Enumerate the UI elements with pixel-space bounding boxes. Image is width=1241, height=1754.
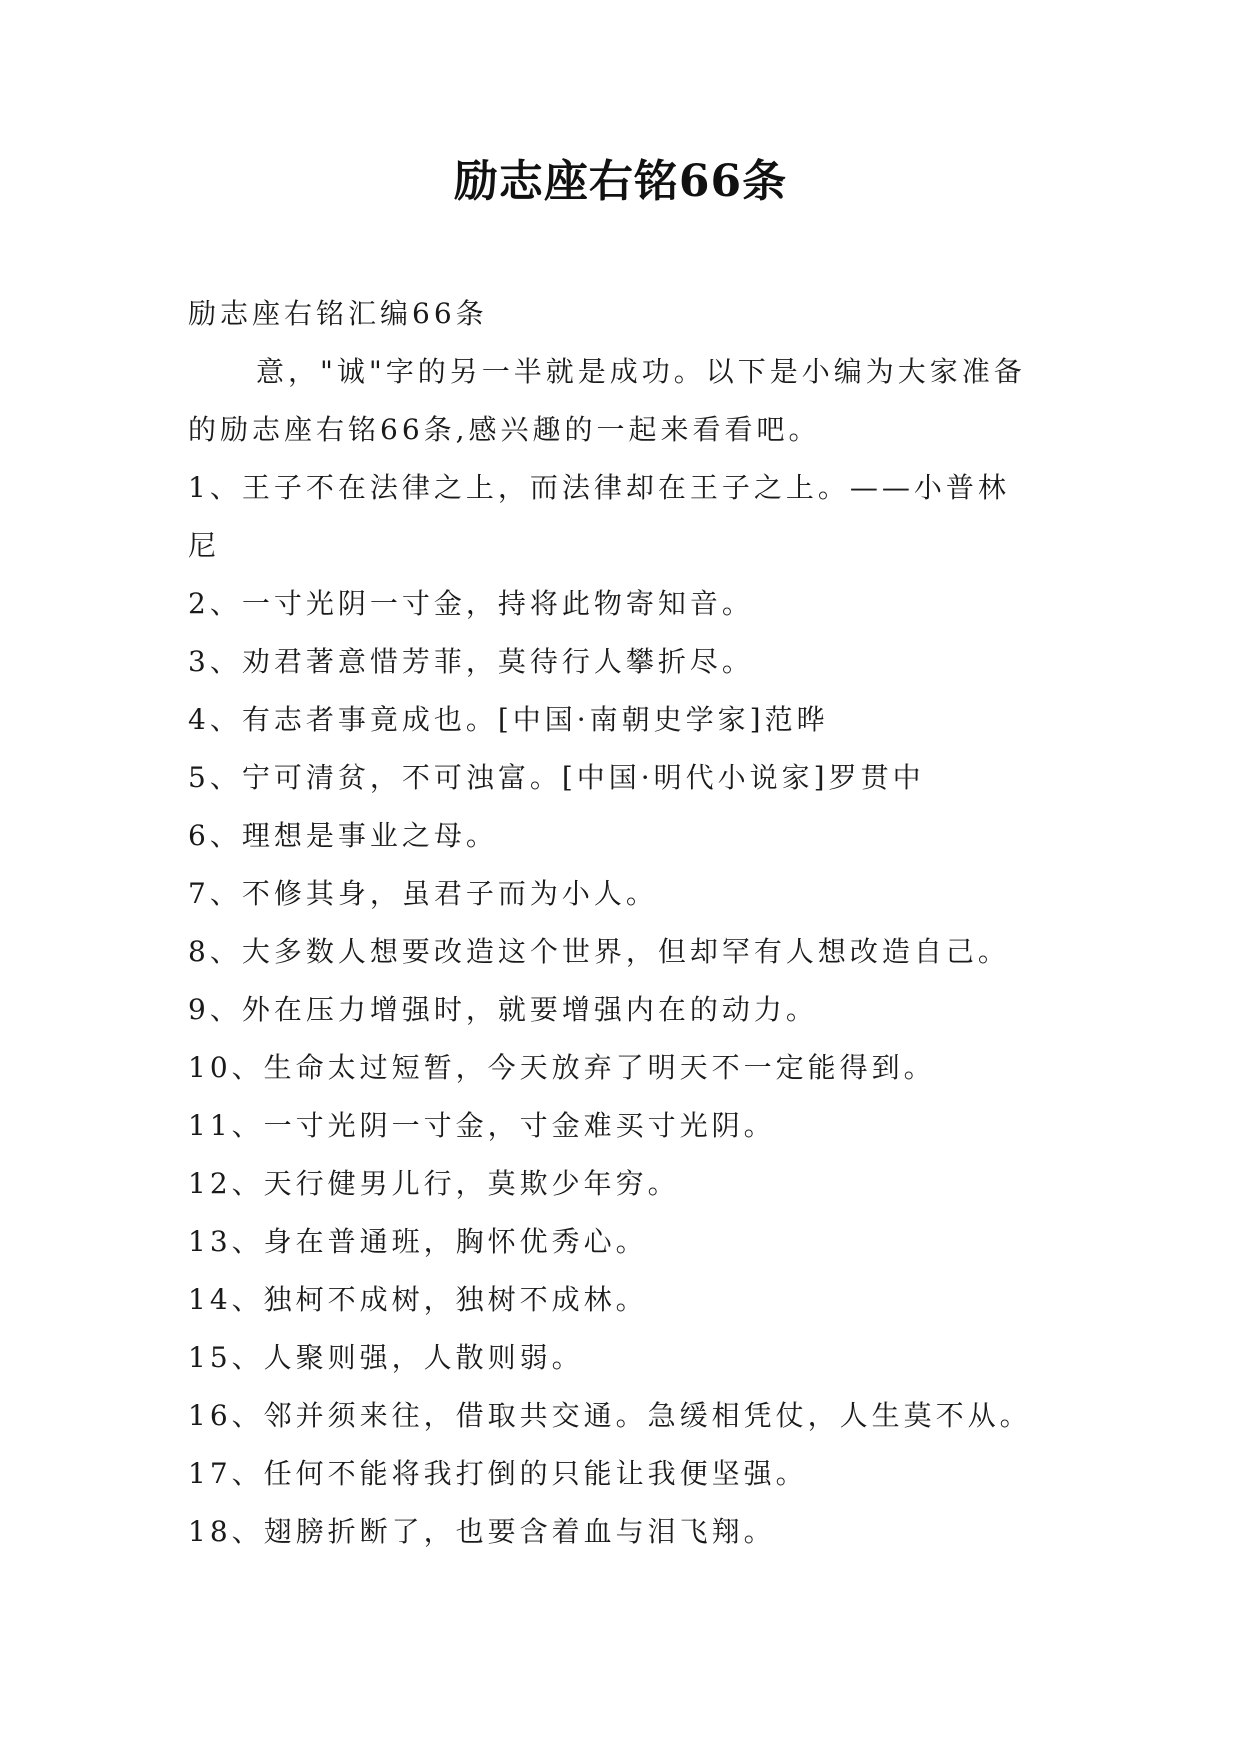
intro-line-2: 的励志座右铭66条,感兴趣的一起来看看吧。 (188, 413, 821, 446)
list-item: 3、劝君著意惜芳菲，莫待行人攀折尽。 (188, 645, 754, 678)
list-item: 14、独柯不成树，独树不成林。 (188, 1283, 648, 1316)
list-item: 10、生命太过短暂，今天放弃了明天不一定能得到。 (188, 1051, 936, 1084)
list-item: 9、外在压力增强时，就要增强内在的动力。 (188, 993, 818, 1026)
list-item: 13、身在普通班，胸怀优秀心。 (188, 1225, 648, 1258)
list-item: 1、王子不在法律之上，而法律却在王子之上。——小普林 (188, 471, 1010, 504)
list-item: 6、理想是事业之母。 (188, 819, 498, 852)
list-item: 18、翅膀折断了，也要含着血与泪飞翔。 (188, 1515, 776, 1548)
list-item: 4、有志者事竟成也。[中国·南朝史学家]范晔 (188, 703, 829, 736)
intro-line-1: 意，"诚"字的另一半就是成功。以下是小编为大家准备 (256, 355, 1026, 388)
list-item: 16、邻并须来往，借取共交通。急缓相凭仗，人生莫不从。 (188, 1399, 1032, 1432)
list-item: 2、一寸光阴一寸金，持将此物寄知音。 (188, 587, 754, 620)
list-item: 5、宁可清贫，不可浊富。[中国·明代小说家]罗贯中 (188, 761, 925, 794)
document-body (188, 285, 1068, 1561)
list-item: 11、一寸光阴一寸金，寸金难买寸光阴。 (188, 1109, 776, 1142)
list-item: 7、不修其身，虽君子而为小人。 (188, 877, 658, 910)
document-title: 励志座右铭66条 (453, 156, 788, 207)
list-item: 8、大多数人想要改造这个世界，但却罕有人想改造自己。 (188, 935, 1010, 968)
list-item: 17、任何不能将我打倒的只能让我便坚强。 (188, 1457, 808, 1490)
document-subtitle: 励志座右铭汇编66条 (188, 297, 488, 330)
list-item: 15、人聚则强，人散则弱。 (188, 1341, 584, 1374)
list-item: 尼 (188, 529, 221, 562)
list-item: 12、天行健男儿行，莫欺少年穷。 (188, 1167, 680, 1200)
